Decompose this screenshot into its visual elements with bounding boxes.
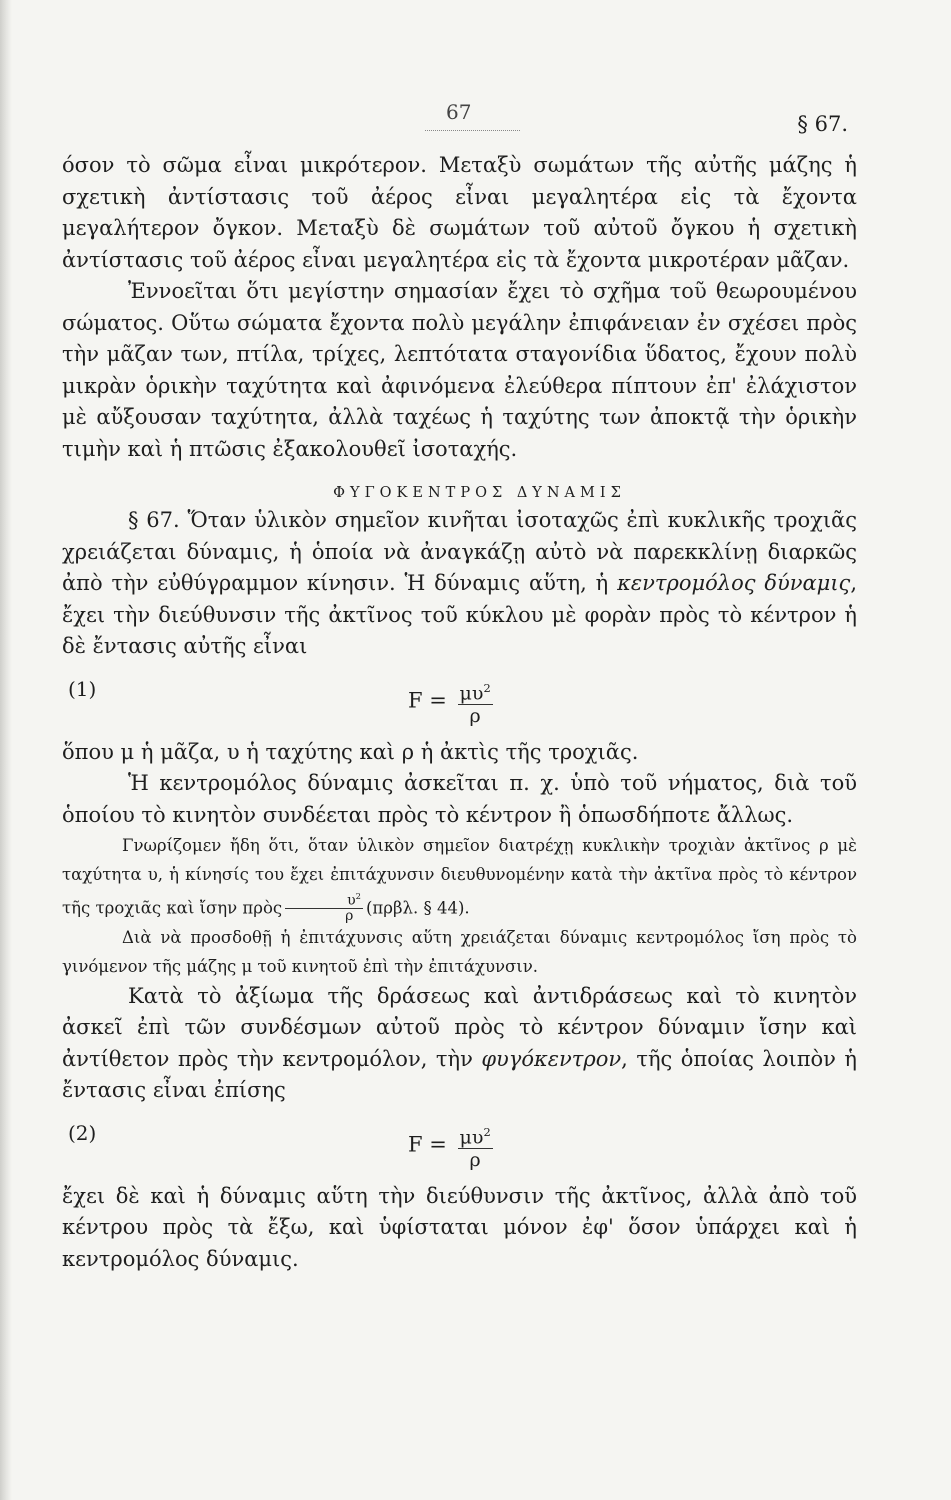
paragraph-reaction-text-a: Κατὰ τὸ ἀξίωμα τῆς δράσεως καὶ ἀντιδράσεως καὶ τὸ κινητὸν ἀσκεῖ ἐπὶ τῶν συνδέσμων αὐτοῦ πρὸς τὸ κέντρον δύναμιν ἴσην καὶ ἀντίθετον πρὸς τὴν κεντρομόλον, τὴν [62, 983, 857, 1071]
note-acceleration-text-a: Γνωρίζομεν ἤδη ὅτι, ὅταν ὑλικὸν σημεῖον διατρέχῃ κυκλικὴν τροχιὰν ἀκτῖνος ρ μὲ ταχύτητα υ, ἡ κίνησίς του ἔχει ἐπιτάχυνσιν διευθυνομένην κατὰ τὴν ἀκτῖνα πρὸς τὸ κέντρον τῆς τροχιᾶς καὶ ἴσην πρὸς [62, 836, 857, 918]
inline-numerator [285, 889, 363, 909]
formula-2-denominator: ρ [469, 1148, 481, 1171]
inline-exponent: 2 [355, 891, 361, 901]
formula-2 [62, 1117, 857, 1177]
inline-denominator: ρ [345, 907, 354, 924]
note-acceleration [62, 831, 857, 923]
term-centrifugal: φυγόκεντρον [481, 1046, 622, 1071]
paragraph-continuation: όσον τὸ σῶμα εἶναι μικρότερον. Μεταξὺ σωμάτων τῆς αὐτῆς μάζης ἡ σχετικὴ ἀντίστασις τοῦ ἀέρος εἶναι μεγαλητέρα εἰς τὰ ἔχοντα μεγαλήτερον ὄγκον. Μεταξὺ δὲ σωμάτων τοῦ αὐτοῦ ὄγκου ἡ σχετικὴ ἀντίστασις τοῦ ἀέρος εἶναι μεγαλητέρα εἰς τὰ ἔχοντα μικροτέραν μᾶζαν. [62, 153, 857, 272]
page-body [62, 150, 857, 1275]
page-header [0, 100, 951, 140]
page-binding-edge [0, 0, 12, 1500]
inline-fraction [285, 889, 363, 923]
paragraph-centripetal [62, 505, 857, 663]
formula-1-lhs: F = [408, 688, 447, 713]
paragraph-shape: Ἐννοεῖται ὅτι μεγίστην σημασίαν ἔχει τὸ σχῆμα τοῦ θεωρουμένου σώματος. Οὕτω σώματα ἔχοντα πολὺ μεγάλην ἐπιφάνειαν ἐν σχέσει πρὸς τὴν μᾶζαν των, πτίλα, τρίχες, λεπτότατα σταγονίδια ὕδατος, ἔχουν πολὺ μικρὰν ὁρικὴν ταχύτητα καὶ ἀφινόμενα ἐλεύθερα πίπτουν ἐπ' ἐλάχιστον μὲ αὔξουσαν ταχύτητα, ἀλλὰ ταχέως ἡ ταχύτης των ἀποκτᾷ τὴν ὁρικὴν τιμὴν καὶ ἡ πτῶσις ἐξακολουθεῖ ἰσοταχής. [62, 279, 857, 461]
inline-numerator-text: υ [347, 892, 356, 909]
formula-2-numerator [458, 1121, 493, 1149]
paragraph-definitions: ὅπου μ ἡ μᾶζα, υ ἡ ταχύτης καὶ ρ ἡ ἀκτὶς τῆς τροχιᾶς. [62, 739, 639, 764]
formula-2-exponent: 2 [483, 1124, 491, 1139]
formula-1-expression [408, 677, 493, 727]
note-force: Διὰ νὰ προσδοθῇ ἡ ἐπιτάχυνσις αὕτη χρειάζεται δύναμις κεντρομόλος ἴση πρὸς τὸ γινόμενον τῆς μάζης μ τοῦ κινητοῦ ἐπὶ τὴν ἐπιτάχυνσιν. [62, 927, 857, 976]
formula-1 [62, 673, 857, 733]
formula-2-lhs: F = [408, 1132, 447, 1157]
paragraph-centripetal-text-a: § 67. Ὅταν ὑλικὸν σημεῖον κινῆται ἰσοταχῶς ἐπὶ κυκλικῆς τροχιᾶς χρειάζεται δύναμις, ἡ ὁποία νὰ ἀναγκάζῃ αὐτὸ νὰ παρεκκλίνῃ διαρκῶς ἀπὸ τὴν εὐθύγραμμον κίνησιν. Ἡ δύναμις αὕτη, ἡ [62, 508, 857, 595]
paragraph-direction: ἔχει δὲ καὶ ἡ δύναμις αὕτη τὴν διεύθυνσιν τῆς ἀκτῖνος, ἀλλὰ ἀπὸ τοῦ κέντρου πρὸς τὰ ἔξω, καὶ ὑφίσταται μόνον ἐφ' ὅσον ὑπάρχει καὶ ἡ κεντρομόλος δύναμις. [62, 1183, 857, 1271]
term-centripetal-force: κεντρομόλος δύναμις [617, 571, 851, 595]
formula-1-exponent: 2 [483, 680, 491, 695]
formula-2-expression [408, 1121, 493, 1171]
note-acceleration-text-b: (πρβλ. § 44). [366, 898, 470, 918]
formula-1-denominator: ρ [469, 704, 481, 727]
header-rule [425, 130, 520, 131]
section-heading: ΦΥΓΟΚΕΝΤΡΟΣ ΔΥΝΑΜΙΣ [333, 485, 626, 501]
paragraph-reaction [62, 981, 857, 1107]
paragraph-reaction-text-b: , τῆς ὁποίας λοιπὸν ἡ ἔντασις εἶναι ἐπίσης [62, 1046, 857, 1103]
formula-1-numerator [458, 677, 493, 705]
paragraph-centripetal-text-b: , ἔχει τὴν διεύθυνσιν τῆς ἀκτῖνος τοῦ κύκλου μὲ φορὰν πρὸς τὸ κέντρον ἡ δὲ ἔντασις αὐτῆς εἶναι [62, 571, 858, 658]
formula-2-numerator-text: μυ [459, 1125, 484, 1148]
formula-2-number: (2) [68, 1120, 97, 1145]
formula-1-numerator-text: μυ [459, 681, 484, 704]
section-reference: § 67. [797, 112, 848, 136]
page-number: 67 [446, 100, 472, 124]
formula-1-number: (1) [68, 676, 97, 701]
formula-2-fraction [458, 1121, 493, 1171]
formula-1-fraction [458, 677, 493, 727]
paragraph-exerted: Ἡ κεντρομόλος δύναμις ἀσκεῖται π. χ. ὑπὸ τοῦ νήματος, διὰ τοῦ ὁποίου τὸ κινητὸν συνδέεται πρὸς τὸ κέντρον ἢ ὁπωσδήποτε ἄλλως. [62, 771, 857, 827]
